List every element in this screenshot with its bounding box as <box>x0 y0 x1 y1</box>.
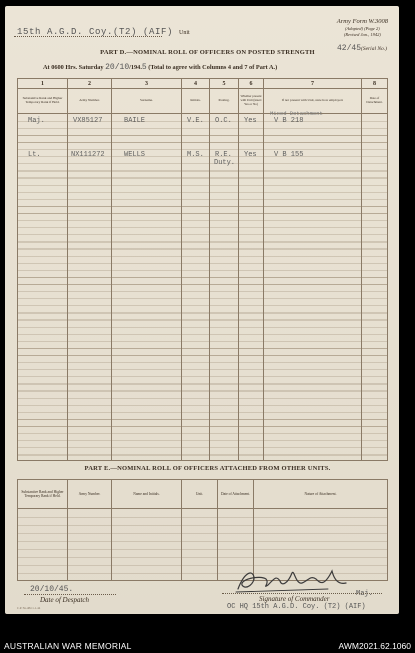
despatch-label: Date of Despatch <box>40 596 89 604</box>
printer-mark: C.P. No.484 1-1-44 <box>17 606 41 610</box>
part-e-cell <box>18 509 68 581</box>
signature-label: Signature of Commander <box>259 595 330 603</box>
part-e-cell <box>112 509 182 581</box>
header-detachment-date: Date of Detachment. <box>362 89 388 114</box>
header-attachment-date: Date of Attachment. <box>218 480 254 509</box>
header-army-number: Army Number. <box>68 480 112 509</box>
form-page: (Adapted) (Page 2) <box>345 26 380 32</box>
commander-signature <box>232 565 352 595</box>
present-column <box>239 114 264 461</box>
part-d-date-line <box>43 63 277 72</box>
entry-present: Yes <box>244 117 257 125</box>
part-e-cell <box>68 509 112 581</box>
header-rank: Substantive Rank and Higher Temporary Rank if Held. <box>18 480 68 509</box>
unit-underline <box>14 36 162 37</box>
entry-rank: Maj. <box>28 117 45 125</box>
header-army-number: Army Number. <box>68 89 112 114</box>
army-number-column <box>68 114 112 461</box>
form-reference <box>337 18 388 37</box>
entry-employed: V B 155 <box>274 151 304 159</box>
entry-posting: O.C. <box>215 117 232 125</box>
signature-unit: OC HQ 15th A.G.D. Coy. (T2) (AIF) <box>227 603 366 611</box>
col-number: 5 <box>210 79 239 89</box>
header-posting: Posting. <box>210 89 239 114</box>
date-suffix: (Total to agree with Columns 4 and 7 of Part A.) <box>148 64 278 71</box>
part-e-header-row <box>18 480 388 509</box>
form-revision: (Revised Jan., 1942) <box>343 31 381 37</box>
serial-value: 42/45 <box>337 44 362 53</box>
posting-column <box>210 114 239 461</box>
entry-initials: V.E. <box>187 117 204 125</box>
signature-rank: Maj. <box>356 590 373 598</box>
date-prefix: At 0600 Hrs. Saturday <box>43 64 104 71</box>
entry-employed: V B 218 <box>274 117 304 125</box>
entry-surname: BAILE <box>124 117 146 125</box>
entry-initials: M.S. <box>187 151 204 159</box>
col-number: 6 <box>239 79 264 89</box>
entry-rank: Lt. <box>28 151 41 159</box>
archive-footer <box>0 641 415 653</box>
part-d-title: PART D.—NOMINAL ROLL OF OFFICERS ON POSTED STRENGTH <box>100 49 315 56</box>
institution-name: AUSTRALIAN WAR MEMORIAL <box>4 641 132 651</box>
entry-surname: WELLS <box>124 151 146 159</box>
rank-column <box>18 114 68 461</box>
detachment-date-column <box>362 114 388 461</box>
part-e-title: PART E.—NOMINAL ROLL OF OFFICERS ATTACHED FROM OTHER UNITS. <box>84 465 331 472</box>
entry-army-number: NX111272 <box>71 151 105 159</box>
col-number: 2 <box>68 79 112 89</box>
unit-label: Unit <box>179 30 190 36</box>
employed-column <box>264 110 362 461</box>
header-initials: Initials. <box>182 89 210 114</box>
col-number: 8 <box>362 79 388 89</box>
col-number: 3 <box>112 79 182 89</box>
unit-typed-text: 15th A.G.D. Coy.(T2) (AIF) <box>17 27 174 37</box>
serial-label: (Serial No.) <box>361 46 387 52</box>
header-employed: If not present with Unit, state how employed. <box>264 89 362 114</box>
part-d-table <box>17 78 388 461</box>
despatch-underline <box>24 594 116 595</box>
entry-army-number: VX85127 <box>73 117 103 125</box>
catalogue-number: AWM2021.62.1060 <box>338 641 411 651</box>
col-number: 7 <box>264 79 362 89</box>
entry-posting: R.E. <box>215 151 232 159</box>
entry-posting-cont: Duty. <box>214 159 236 167</box>
despatch-date: 20/10/45. <box>30 585 74 594</box>
header-surname: Surname. <box>112 89 182 114</box>
header-attachment-nature: Nature of Attachment. <box>254 480 388 509</box>
header-name-initials: Name and Initials. <box>112 480 182 509</box>
column-number-row <box>18 79 388 89</box>
entry-present: Yes <box>244 151 257 159</box>
year-text: /194. <box>129 64 142 71</box>
form-number: Army Form W.3008 <box>336 18 388 25</box>
entry-employed-note: Mixed Detachment <box>270 110 323 117</box>
year-digit: 5 <box>141 63 147 72</box>
header-unit: Unit. <box>182 480 218 509</box>
initials-column <box>182 114 210 461</box>
column-header-row <box>18 89 388 114</box>
part-d-body-row <box>18 114 388 461</box>
signature-underline <box>222 593 382 594</box>
surname-column <box>112 114 182 461</box>
header-present: Whether present with Unit (insert Yes or No) <box>239 89 264 114</box>
col-number: 4 <box>182 79 210 89</box>
col-number: 1 <box>18 79 68 89</box>
part-e-cell <box>182 509 218 581</box>
header-rank: Substantive Rank and Higher Temporary Rank if Held. <box>18 89 68 114</box>
date-value: 20/10 <box>105 63 130 72</box>
